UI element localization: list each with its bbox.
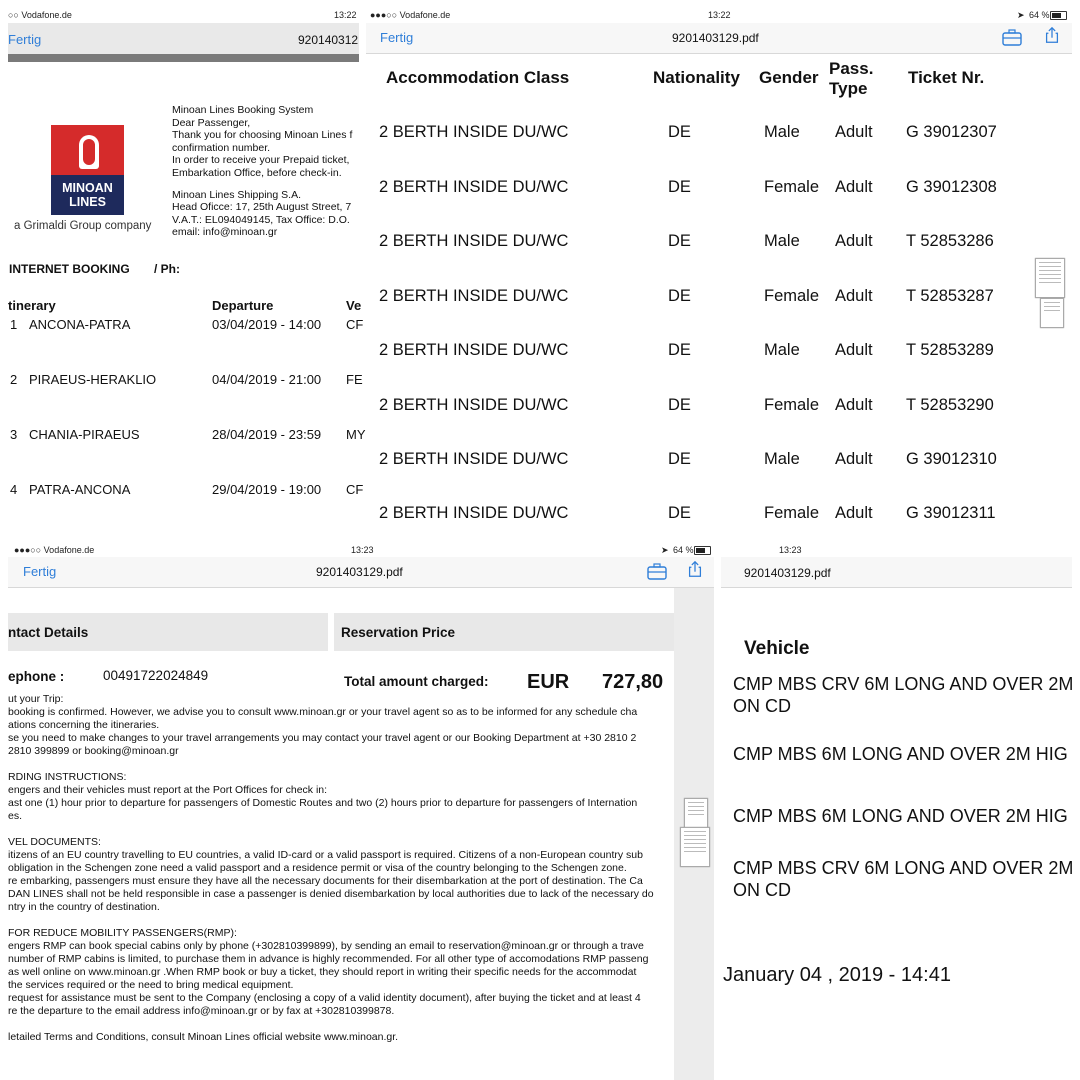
document-title: 9201403129.pdf [316, 565, 403, 579]
total-amount: 727,80 [602, 671, 664, 693]
battery-percent: 64 % [673, 545, 694, 555]
cell-nationality: DE [668, 396, 691, 414]
header-pass-type [829, 59, 873, 99]
cell-ticket: G 39012310 [906, 450, 997, 468]
cell-accommodation: 2 BERTH INSIDE DU/WC [379, 178, 569, 196]
cell-accommodation: 2 BERTH INSIDE DU/WC [379, 123, 569, 141]
cell-nationality: DE [668, 232, 691, 250]
info-line: re the departure to the email address info@minoan.gr or by fax at +302810399878. [8, 1005, 395, 1017]
pdf-toolbar [366, 23, 1072, 54]
clock: 13:23 [351, 545, 374, 555]
clock: 13:22 [708, 10, 731, 20]
row-departure: 28/04/2019 - 23:59 [212, 427, 322, 442]
progress-strip [8, 54, 359, 62]
cell-accommodation: 2 BERTH INSIDE DU/WC [379, 396, 569, 414]
price-heading: Reservation Price [341, 625, 456, 640]
info-line [8, 823, 674, 836]
logo-line-2: LINES [69, 195, 106, 209]
list-item [733, 673, 1073, 717]
cell-ticket: T 52853289 [906, 341, 994, 359]
share-icon[interactable] [685, 560, 705, 578]
info-line: letailed Terms and Conditions, consult Minoan Lines official website www.minoan.gr. [8, 1031, 399, 1043]
clock: 13:23 [779, 545, 802, 555]
document-title: 9201403129.pdf [672, 31, 759, 45]
info-line: FOR REDUCE MOBILITY PASSENGERS(RMP): [8, 927, 237, 939]
cell-accommodation: 2 BERTH INSIDE DU/WC [379, 341, 569, 359]
cell-nationality: DE [668, 341, 691, 359]
letter-line: Head Oficce: 17, 25th August Street, 7 [172, 201, 352, 214]
info-line: ut your Trip: [8, 693, 64, 705]
header-pass-type-line1: Pass. [829, 59, 874, 78]
minoan-logo-icon [51, 125, 124, 215]
info-line: se you need to make changes to your travel arrangements you may contact your travel agent or our Booking Department at +30 2810 2 [8, 732, 637, 744]
currency: EUR [527, 671, 570, 693]
carrier-label: ○○ Vodafone.de [8, 10, 72, 20]
location-arrow-icon: ➤ [661, 545, 669, 555]
status-bar [366, 8, 1072, 22]
status-bar [721, 543, 1072, 557]
battery-icon [1050, 11, 1067, 20]
row-number: 4 [10, 482, 18, 497]
row-number: 2 [10, 372, 18, 387]
cell-gender: Male [764, 232, 800, 250]
status-bar [8, 8, 359, 22]
pdf-toolbar [8, 557, 714, 588]
contact-heading: ntact Details [8, 625, 89, 640]
cell-type: Adult [835, 341, 873, 359]
col-departure: Departure [212, 298, 274, 313]
telephone-value: 00491722024849 [103, 668, 209, 683]
col-vessel: Ve [346, 298, 362, 313]
price-header-bar [334, 613, 674, 651]
vehicle-line-1: CMP MBS CRV 6M LONG AND OVER 2M [733, 674, 1074, 694]
issue-date: January 04 , 2019 - 14:41 [723, 964, 951, 986]
page-thumbnail[interactable] [684, 798, 708, 828]
header-accommodation: Accommodation Class [386, 68, 570, 87]
welcome-letter [172, 104, 352, 239]
cell-ticket: T 52853287 [906, 287, 994, 305]
letter-line: Thank you for choosing Minoan Lines f [172, 129, 353, 142]
letter-line: Dear Passenger, [172, 116, 251, 129]
cell-nationality: DE [668, 178, 691, 196]
list-item [733, 857, 1073, 901]
header-ticket: Ticket Nr. [908, 68, 985, 87]
cell-gender: Male [764, 341, 800, 359]
info-line: es. [8, 810, 23, 822]
cell-ticket: T 52853290 [906, 396, 994, 414]
letter-line [172, 180, 352, 189]
vehicle-line-2: ON CD [733, 880, 791, 900]
panel-booking-summary [8, 8, 366, 539]
header-nationality: Nationality [653, 68, 740, 87]
cell-type: Adult [835, 504, 873, 522]
letter-line: email: info@minoan.gr [172, 226, 278, 239]
logo-line-1: MINOAN [62, 181, 113, 195]
info-line: as well online on www.minoan.gr .When RMP book or buy a ticket, they should report in writing their specific needs for the accommodat [8, 966, 637, 978]
telephone-label: ephone : [8, 669, 65, 684]
cell-nationality: DE [668, 450, 691, 468]
row-route: PIRAEUS-HERAKLIO [29, 372, 157, 387]
toolbox-icon[interactable] [1002, 28, 1022, 46]
info-line [8, 1018, 674, 1031]
info-line: booking is confirmed. However, we advise you to consult www.minoan.gr or your travel agent so as to be informed for any schedule cha [8, 706, 638, 718]
info-line: the services required or the need to bring medical equipment. [8, 979, 294, 991]
cell-accommodation: 2 BERTH INSIDE DU/WC [379, 287, 569, 305]
cell-accommodation: 2 BERTH INSIDE DU/WC [379, 450, 569, 468]
info-line: engers RMP can book special cabins only by phone (+302810399899), by sending an email to reservation@minoan.gr or through a trave [8, 940, 644, 952]
list-item [733, 743, 1068, 765]
letter-line: confirmation number. [172, 141, 271, 154]
info-line: engers and their vehicles must report at the Port Offices for check in: [8, 784, 328, 796]
row-departure: 04/04/2019 - 21:00 [212, 372, 322, 387]
page-thumbnail[interactable] [1040, 298, 1064, 328]
cell-type: Adult [835, 287, 873, 305]
done-button[interactable]: Fertig [380, 30, 414, 45]
cell-accommodation: 2 BERTH INSIDE DU/WC [379, 232, 569, 250]
row-number: 1 [10, 317, 18, 332]
panel-passenger-tickets [366, 8, 1072, 540]
vehicle-line-1: CMP MBS 6M LONG AND OVER 2M HIG [733, 744, 1068, 764]
info-line: number of RMP cabins is limited, to purchase them in advance is highly recommended. For all other type of accomodations RMP passeng [8, 953, 649, 965]
info-line: ast one (1) hour prior to departure for passengers of Domestic Routes and two (2) hours prior to departure for passengers of Internation [8, 797, 638, 809]
letter-line: V.A.T.: EL094049145, Tax Office: D.O. [172, 213, 350, 226]
letter-line: Minoan Lines Booking System [172, 104, 314, 116]
cell-gender: Female [764, 396, 820, 414]
vehicle-line-2: ON CD [733, 696, 791, 716]
vehicle-line-1: CMP MBS 6M LONG AND OVER 2M HIG [733, 806, 1068, 826]
page-thumbnail[interactable] [680, 827, 710, 867]
vehicle-heading: Vehicle [744, 638, 810, 659]
letter-line: In order to receive your Prepaid ticket, [172, 154, 350, 167]
carrier-label: ●●●○○ Vodafone.de [370, 10, 451, 20]
info-line: 2810 399899 or booking@minoan.gr [8, 745, 179, 757]
info-line: request for assistance must be sent to the Company (enclosing a copy of a valid identity document), after buying the ticket and at least 4 [8, 992, 641, 1004]
total-label: Total amount charged: [344, 674, 489, 689]
header-gender: Gender [759, 68, 819, 87]
info-line: VEL DOCUMENTS: [8, 836, 101, 848]
document-title: 9201403129.pdf [744, 566, 831, 580]
cell-nationality: DE [668, 123, 691, 141]
header-pass-type-line2: Type [829, 79, 868, 98]
info-line: re embarking, passengers must ensure they have all the necessary documents for their disembarkation at the port of destination. The Ca [8, 875, 643, 887]
location-arrow-icon: ➤ [1017, 10, 1025, 20]
cell-ticket: G 39012307 [906, 123, 997, 141]
cell-gender: Female [764, 178, 820, 196]
cell-nationality: DE [668, 504, 691, 522]
panel-contact-price [8, 543, 714, 1080]
cell-ticket: G 39012308 [906, 178, 997, 196]
row-vessel: MY [346, 427, 366, 442]
cell-ticket: G 39012311 [906, 504, 996, 522]
cell-type: Adult [835, 123, 873, 141]
booking-heading: INTERNET BOOKING [9, 262, 130, 276]
info-line [8, 758, 674, 771]
battery-percent: 64 % [1029, 10, 1050, 20]
cell-type: Adult [835, 396, 873, 414]
cell-type: Adult [835, 450, 873, 468]
pdf-toolbar [721, 557, 1072, 588]
col-itinerary: tinerary [8, 298, 56, 313]
info-line: ations concerning the itineraries. [8, 719, 160, 731]
letter-line: Embarkation Office, before check-in. [172, 166, 342, 179]
vehicle-line-1: CMP MBS CRV 6M LONG AND OVER 2M [733, 858, 1074, 878]
row-number: 3 [10, 427, 18, 442]
booking-phone-label: / Ph: [154, 262, 180, 276]
info-line [8, 914, 674, 927]
clock: 13:22 [334, 10, 357, 20]
trip-information [8, 693, 674, 1044]
row-vessel: CF [346, 482, 364, 497]
row-vessel: CF [346, 317, 364, 332]
contact-header-bar [8, 613, 328, 651]
list-item [733, 805, 1068, 827]
info-line: RDING INSTRUCTIONS: [8, 771, 127, 783]
info-line: DAN LINES shall not be held responsible in case a passenger is denied disembarkation by local authorities due to lack of the necessary do [8, 888, 654, 900]
row-route: PATRA-ANCONA [29, 482, 131, 497]
cell-type: Adult [835, 232, 873, 250]
cell-gender: Female [764, 504, 820, 522]
cell-nationality: DE [668, 287, 691, 305]
cell-type: Adult [835, 178, 873, 196]
toolbox-icon[interactable] [647, 562, 667, 580]
panel-vehicles [721, 543, 1072, 1073]
cell-gender: Male [764, 450, 800, 468]
done-button[interactable]: Fertig [8, 32, 42, 47]
cell-gender: Male [764, 123, 800, 141]
row-departure: 03/04/2019 - 14:00 [212, 317, 322, 332]
info-line: obligation in the Schengen zone need a valid passport and a residence permit or visa of the country belonging to the Schengen zone. [8, 862, 627, 874]
info-line: itizens of an EU country travelling to EU countries, a valid ID-card or a valid passport is required. Citizens of a non-European country sub [8, 849, 643, 861]
row-route: ANCONA-PATRA [29, 317, 131, 332]
letter-line: Minoan Lines Shipping S.A. [172, 188, 301, 201]
carrier-label: ●●●○○ Vodafone.de [14, 545, 95, 555]
page-thumbnail[interactable] [1035, 258, 1065, 298]
cell-accommodation: 2 BERTH INSIDE DU/WC [379, 504, 569, 522]
document-title: 920140312 [298, 33, 359, 47]
row-vessel: FE [346, 372, 363, 387]
row-departure: 29/04/2019 - 19:00 [212, 482, 322, 497]
logo-tagline: a Grimaldi Group company [14, 220, 152, 232]
status-bar [8, 543, 714, 557]
cell-ticket: T 52853286 [906, 232, 994, 250]
row-route: CHANIA-PIRAEUS [29, 427, 140, 442]
cell-gender: Female [764, 287, 820, 305]
info-line: ntry in the country of destination. [8, 901, 160, 913]
share-icon[interactable] [1042, 26, 1062, 44]
battery-icon [694, 546, 711, 555]
done-button[interactable]: Fertig [23, 564, 57, 579]
